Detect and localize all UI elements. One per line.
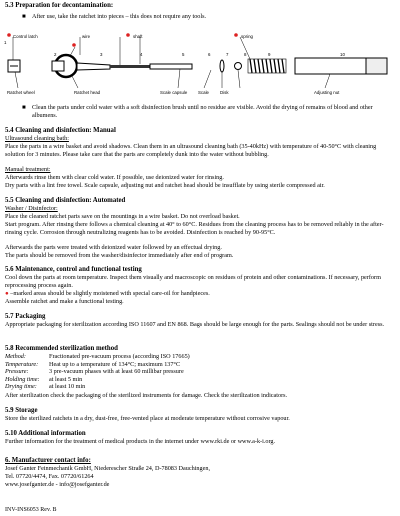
- oil-drop-icon: ●: [5, 290, 9, 297]
- s58-value: Fractionated pre-vacuum process (according ISO 17665): [49, 353, 190, 360]
- s55-paragraph-4: The parts should be removed from the washer/disinfector immediately after end of program.: [5, 252, 234, 259]
- oil-marker-2: [126, 33, 130, 37]
- s54-paragraph-2b: Dry parts with a lint free towel. Scale capsule, adjusting nut and ratchet head should be insufflate by using sterile compressed air.: [5, 182, 325, 189]
- s58-key: Method:: [5, 353, 26, 360]
- manufacturer-address: Josef Ganter Feinmechanik GmbH, Niederescher Straße 24, D-78083 Dauchingen,: [5, 465, 210, 472]
- label-scale-capsule: Scale capsule: [160, 90, 188, 95]
- manufacturer-phone-fax: Tel. 07720/4474, Fax. 07720/61264: [5, 473, 94, 480]
- s58-value: 3 pre-vacuum phases with at least 60 millibar pressure: [49, 368, 184, 376]
- section-6-heading: 6. Manufacturer contact info:: [5, 457, 91, 464]
- part-number-8: 8: [244, 52, 247, 57]
- section-5-8-heading: 5.8 Recommended sterilization method: [5, 345, 118, 352]
- s53-bullet1-text: After use, take the ratchet into pieces – this does not require any tools.: [32, 13, 207, 20]
- section-5-3-heading: 5.3 Preparation for decontamination:: [5, 2, 114, 9]
- s58-value: at least 10 min: [49, 383, 86, 391]
- s55-paragraph-2: Start program. After rinsing there follows a chemical cleaning at 40° to 60°C. Residues from the cleaning process has to be removed reliably in the after-rinsing cycle. Corrosion through neutralizing reagents has to be avoided. Disinfection is reached by 90-95°C.: [5, 221, 384, 236]
- s54-sub-ultrasound: Ultrasound cleaning bath:: [5, 135, 69, 142]
- s58-row-temperature: [5, 361, 395, 369]
- section-5-10-heading: 5.10 Additional information: [5, 430, 86, 437]
- s56-paragraph-2-text: –marked areas should be slightly moistened with special care-oil for handpieces.: [10, 290, 210, 297]
- label-scale: Scale: [198, 90, 209, 95]
- label-ratchet-wheel: Ratchet wheel: [7, 90, 35, 95]
- s58-value: Heat up to a temperature of 134°C; maximum 137°C: [49, 360, 181, 368]
- part-number-9: 9: [268, 52, 271, 57]
- part-number-7: 7: [226, 52, 229, 57]
- s58-row-pressure: [5, 368, 395, 376]
- part-number-10: 10: [340, 52, 345, 57]
- s54-paragraph-2a: Afterwards rinse them with clear cold water. If possible, use deionized water for rinsing.: [5, 174, 224, 181]
- s58-row-drying-time: [5, 383, 395, 391]
- s510-paragraph-1: Further information for the treatment of medical products in the internet under www.rki.de or www.a-k-i.org.: [5, 438, 276, 445]
- s58-key: Holding time:: [5, 375, 40, 383]
- spring-part: [248, 59, 286, 73]
- part-number-3: 3: [100, 52, 103, 57]
- nut-part: [235, 63, 242, 70]
- label-shaft: shaft: [133, 34, 143, 39]
- part-number-1: 1: [4, 40, 7, 45]
- section-5-4-heading: 5.4 Cleaning and disinfection: Manual: [5, 127, 116, 134]
- section-5-9-heading: 5.9 Storage: [5, 407, 38, 414]
- s54-paragraph-1: Place the parts in a wire basket and avoid shadows. Clean them in an ultrasound cleaning bath (35-40kHz) with temperature of 40-50°C with cleaning solution for 3 minutes. Please take care that the parts are completely dunk into the water without bubbling.: [5, 143, 377, 158]
- label-ratchet-head: Ratchet head: [74, 90, 101, 95]
- s55-paragraph-3: Afterwards the parts were treated with deionized water followed by an effectual drying.: [5, 244, 222, 251]
- oil-marker-1: [7, 33, 11, 37]
- s59-paragraph-1: Store the sterilized ratchets in a dry, dust-free, free-vented place at moderate temperature without corrosive vapour.: [5, 415, 290, 422]
- disk-part: [220, 60, 224, 72]
- manufacturer-web-email: www.josefganter.de - info@josefganter.de: [5, 481, 110, 488]
- s57-paragraph-1: Appropriate packaging for sterilization according ISO 11607 and EN 868. Bags should be large enough for the parts. Sealings should not be under stress.: [5, 321, 385, 328]
- wire-part: [110, 65, 152, 68]
- label-wire: wire: [82, 34, 91, 39]
- bullet-2: ■: [22, 104, 26, 111]
- s58-key: Drying time:: [5, 383, 37, 391]
- s53-bullet2-text: Clean the parts under cold water with a soft disinfection brush until no residue are visible. Avoid the drying of remains of blood and other albumens.: [32, 104, 373, 119]
- s58-row-method: [5, 353, 395, 361]
- s58-paragraph-1: After sterilization check the packaging of the sterilized instruments for damage. Check the sterilization indicators.: [5, 392, 288, 399]
- part-number-5: 5: [182, 52, 185, 57]
- s55-sub-washer: Washer / Disinfector:: [5, 205, 58, 212]
- shaft-part: [150, 64, 192, 69]
- part-number-2: 2: [54, 52, 57, 57]
- s58-key: Temperature:: [5, 360, 39, 368]
- s58-key: Pressure:: [5, 368, 29, 376]
- document-footer-code: INV-INS6053 Rev. B: [5, 507, 57, 513]
- label-disk: Disk: [220, 90, 229, 95]
- s58-value: at least 5 min: [49, 375, 83, 383]
- ratchet-head-body: [52, 61, 64, 71]
- part-number-4: 4: [140, 52, 143, 57]
- ratchet-parts-diagram: [0, 28, 400, 98]
- bullet-1: ■: [22, 13, 26, 20]
- s54-sub-manual: Manual treatment:: [5, 166, 51, 173]
- label-control-latch: Control latch: [13, 34, 38, 39]
- section-5-6-heading: 5.6 Maintenance, control and functional testing: [5, 266, 142, 273]
- s58-parameter-list: [5, 353, 395, 391]
- oil-marker-3: [234, 33, 238, 37]
- label-spring: spring: [241, 34, 253, 39]
- s56-paragraph-2: [5, 290, 395, 298]
- label-adjusting-nut: Adjusting nut: [314, 90, 340, 95]
- section-5-7-heading: 5.7 Packaging: [5, 313, 46, 320]
- s56-paragraph-3: Assemble ratchet and make a functional testing.: [5, 298, 124, 305]
- oil-marker-4: [72, 43, 76, 47]
- section-5-5-heading: 5.5 Cleaning and disinfection: Automated: [5, 197, 126, 204]
- s56-paragraph-1: Cool down the parts at room temperature. Inspect them visually and macroscopic on residues of protein and other contaminations. If necessary, perform reprocessing process again.: [5, 274, 381, 289]
- s58-row-holding-time: [5, 376, 395, 384]
- s55-paragraph-1: Place the cleaned ratchet parts save on the mountings in a wire basket. Do not overload basket.: [5, 213, 240, 220]
- part-number-6: 6: [208, 52, 211, 57]
